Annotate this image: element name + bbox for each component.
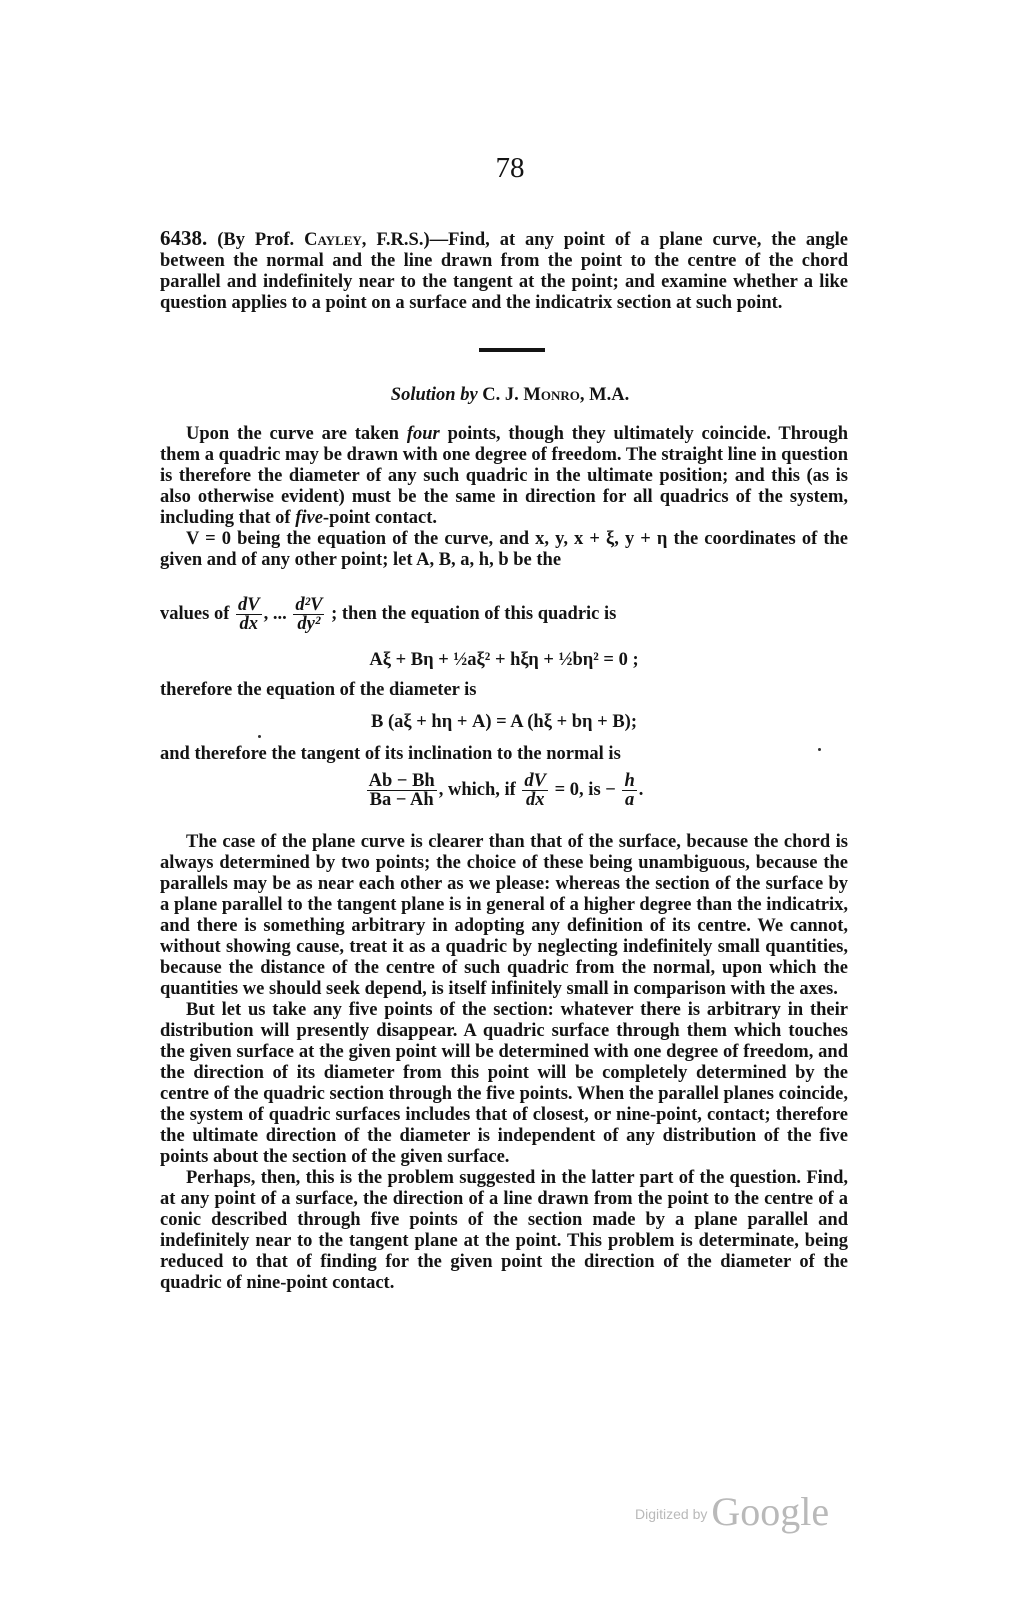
- eq3-h-denominator: a: [624, 790, 635, 810]
- solution-heading: [0, 385, 1020, 406]
- solution-author-degree: , M.A.: [579, 385, 630, 405]
- values-line: values of $\frac{dV}{dx}$ , ... $\frac{\text{d²V}}{\text{dy²}}$ ; then the equation of this quadric is: [160, 595, 617, 634]
- eq3-dv-denominator: dx: [525, 790, 545, 810]
- frac2-numerator: d²V: [295, 595, 323, 615]
- solution-initials: C. J.: [482, 385, 519, 405]
- page-number: 78: [495, 152, 525, 184]
- p1-text-c: -point contact.: [322, 508, 437, 528]
- paragraph-1: [160, 424, 848, 529]
- solution-label: Solution by: [390, 385, 478, 405]
- values-ellipsis: ...: [272, 603, 292, 624]
- eq3-dv-numerator: dV: [524, 771, 547, 791]
- frac1-numerator: dV: [238, 595, 260, 615]
- p1-emph-four: four: [406, 424, 440, 444]
- question-number: 6438.: [160, 226, 208, 250]
- section-divider: [479, 348, 545, 352]
- digitized-watermark: [635, 1488, 829, 1536]
- eq3-which: , which, if: [438, 779, 516, 800]
- equation-diameter: B (aξ + hη + A) = A (hξ + bη + B);: [371, 712, 637, 732]
- question-author-name: Cayley: [304, 230, 362, 250]
- fraction-d2V-dy2: [293, 596, 324, 633]
- fraction-ratio: [367, 772, 437, 809]
- equation-tangent: $\frac{Ab - Bh}{Ba - Ah}$ , which, if $\frac{dV}{dx}$ = 0, is − $\frac{h}{a}$ .: [368, 771, 644, 810]
- question-block: [160, 228, 848, 314]
- watermark-small-text: Digitized by: [635, 1506, 708, 1522]
- ratio-denominator: Ba − Ah: [369, 790, 434, 810]
- paragraph-5: Perhaps, then, this is the problem suggested in the latter part of the question. Find, at any point of a surface, the direction of a line drawn from the point to the centre of a conic described through five points of the section made by a plane parallel and indefinitely near to the tangent plane at the point. This problem is determinate, being reduced to that of finding for the given point the direction of the diameter of the quadric of nine-point contact.: [160, 1168, 848, 1293]
- frac1-denominator: dx: [239, 614, 259, 634]
- print-speck: [258, 735, 261, 738]
- therefore-line-1: therefore the equation of the diameter is: [160, 680, 477, 700]
- solution-body-part2: [160, 832, 848, 1294]
- eq3-h-numerator: h: [624, 771, 635, 791]
- question-text: , F.R.S.)—Find, at any point of a plane curve, the angle between the normal and the line drawn from the point to the centre of the chord parallel and indefinitely near to the tangent at the point; and examine whether a like question applies to a point on a surface and the indicatrix section at such point.: [160, 230, 849, 313]
- fraction-h-a: [622, 772, 636, 809]
- ratio-numerator: Ab − Bh: [368, 771, 435, 791]
- google-logo-text: Google: [711, 1489, 830, 1534]
- therefore-line-2: and therefore the tangent of its inclination to the normal is: [160, 744, 621, 764]
- equation-quadric: Aξ + Bη + ½aξ² + hξη + ½bη² = 0 ;: [369, 650, 639, 670]
- solution-body-part1: [160, 424, 848, 571]
- print-speck: [818, 748, 821, 751]
- p1-emph-five: five: [295, 508, 323, 528]
- fraction-dV-dx: [236, 596, 262, 633]
- p1-text-b: points, though they ultimately coincide. Through them a quadric may be drawn with one degree of freedom. The straight line in question is therefore the diameter of any such quadric in the ultimate position; and this (as is also otherwise evident) must be the same in direction for all quadrics of the system, including that of: [160, 424, 849, 528]
- values-pre: values of: [160, 603, 230, 624]
- frac2-denominator: dy²: [297, 614, 321, 634]
- solution-author-name: Monro: [523, 385, 580, 405]
- paragraph-4: But let us take any five points of the section: whatever there is arbitrary in their distribution will presently disappear. A quadric surface through them which touches the given surface at the given point will be determined with one degree of freedom, and the direction of its diameter from this point will be completely determined by the centre of the quadric section through the five points. When the parallel planes coincide, the system of quadric surfaces includes that of closest, or nine-point, contact; therefore the ultimate direction of the diameter is independent of any distribution of the five points about the section of the given surface.: [160, 1000, 848, 1167]
- question-author-prefix: (By Prof.: [217, 230, 295, 250]
- values-post: ; then the equation of this quadric is: [331, 603, 617, 624]
- eq3-is: = 0, is −: [554, 779, 616, 800]
- paragraph-2: V = 0 being the equation of the curve, and x, y, x + ξ, y + η the coordinates of the given and of any other point; let A, B, a, h, b be the: [160, 529, 848, 570]
- paragraph-3: The case of the plane curve is clearer than that of the surface, because the chord is always determined by two points; the choice of these being unambiguous, because the parallels may be as near each other as we please: whereas the section of the surface by a plane parallel to the tangent plane is in general of a higher degree than the indicatrix, and there is something arbitrary in adopting any definition of its centre. We cannot, without showing cause, treat it as a quadric by neglecting indefinitely small quantities, because the distance of the centre of such quadric from the normal, upon which the quantities we should seek depend, is itself infinitely small in comparison with the axes.: [160, 832, 848, 999]
- p1-text-a: Upon the curve are taken: [186, 424, 399, 444]
- fraction-dV-dx-2: [522, 772, 548, 809]
